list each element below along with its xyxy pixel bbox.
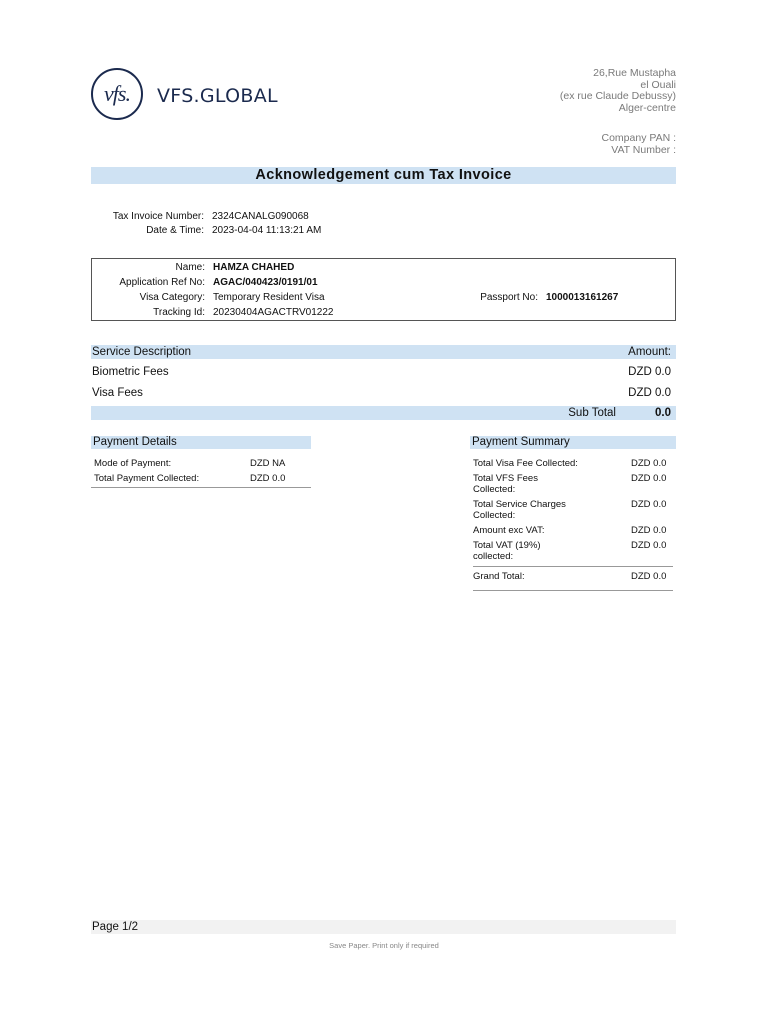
invoice-number-value: 2324CANALG090068 — [212, 211, 309, 222]
service-description-header: Service Description — [92, 346, 192, 358]
subtotal-label: Sub Total — [568, 407, 616, 419]
subtotal-value: 0.0 — [655, 407, 671, 419]
invoice-number-row — [91, 209, 309, 224]
visa-category-value: Temporary Resident Visa — [213, 292, 325, 303]
company-ids — [476, 132, 676, 156]
address-line-1: 26,Rue Mustapha — [593, 67, 676, 79]
summary-total-vat-value: DZD 0.0 — [631, 540, 667, 551]
visa-category-label: Visa Category: — [139, 292, 205, 303]
service-table-header — [91, 345, 676, 359]
passport-value: 1000013161267 — [546, 292, 619, 303]
applicant-name-label: Name: — [175, 262, 205, 273]
applicant-name-row — [91, 260, 294, 275]
summary-amount-exc-vat-label: Amount exc VAT: — [473, 525, 545, 536]
invoice-datetime-row — [91, 223, 321, 238]
payment-details-title: Payment Details — [93, 436, 177, 448]
summary-visa-fee-label: Total Visa Fee Collected: — [473, 458, 578, 469]
summary-divider-top — [473, 566, 673, 567]
address-line-2: el Ouali — [640, 78, 676, 91]
invoice-number-label: Tax Invoice Number: — [112, 211, 204, 222]
address-line-3: (ex rue Claude Debussy) — [559, 90, 676, 102]
payment-mode-label: Mode of Payment: — [94, 458, 172, 469]
company-pan-label: Company PAN : — [601, 132, 676, 144]
subtotal-bar — [91, 406, 676, 420]
document-title: Acknowledgement cum Tax Invoice — [91, 167, 676, 184]
page-number-bar — [91, 920, 676, 934]
service-label: Biometric Fees — [92, 366, 169, 378]
summary-divider-bottom — [473, 590, 673, 591]
summary-total-vat-label: Total VAT (19%) collected: — [473, 540, 541, 562]
page-number: Page 1/2 — [92, 921, 139, 933]
invoice-datetime-value: 2023-04-04 11:13:21 AM — [212, 225, 322, 236]
grand-total-value: DZD 0.0 — [631, 571, 667, 582]
vfs-logo-mark — [91, 68, 143, 120]
payment-details-divider — [91, 487, 311, 488]
summary-vfs-fees-label: Total VFS Fees Collected: — [473, 473, 538, 495]
application-ref-label: Application Ref No: — [119, 277, 205, 288]
application-ref-row — [91, 275, 318, 290]
amount-header: Amount: — [628, 346, 671, 358]
service-row-visa — [91, 383, 676, 403]
vfs-logo-wordmark: VFS.GLOBAL — [157, 85, 278, 107]
payment-details-header — [91, 436, 311, 449]
summary-service-charges-label: Total Service Charges Collected: — [473, 499, 566, 521]
passport-label: Passport No: — [480, 292, 538, 303]
total-payment-label: Total Payment Collected: — [94, 473, 200, 484]
vat-number-label: VAT Number : — [611, 144, 676, 156]
payment-summary-title: Payment Summary — [472, 436, 570, 448]
payment-summary-header — [470, 436, 676, 449]
service-label: Visa Fees — [92, 387, 143, 399]
invoice-datetime-label: Date & Time: — [146, 225, 204, 236]
application-ref-value: AGAC/040423/0191/01 — [213, 277, 318, 288]
visa-category-row — [91, 290, 325, 305]
tracking-id-row — [91, 305, 333, 320]
service-amount: DZD 0.0 — [628, 387, 671, 399]
summary-vfs-fees-value: DZD 0.0 — [631, 473, 667, 484]
summary-amount-exc-vat-value: DZD 0.0 — [631, 525, 667, 536]
logo-mark-text: vfs. — [104, 81, 130, 106]
save-paper-note: Save Paper. Print only if required — [329, 941, 439, 950]
service-row-biometric — [91, 362, 676, 382]
grand-total-label: Grand Total: — [473, 571, 525, 582]
service-amount: DZD 0.0 — [628, 366, 671, 378]
tracking-id-value: 20230404AGACTRV01222 — [213, 307, 334, 318]
tracking-id-label: Tracking Id: — [153, 307, 205, 318]
summary-service-charges-value: DZD 0.0 — [631, 499, 667, 510]
office-address — [476, 68, 676, 114]
applicant-name-value: HAMZA CHAHED — [213, 262, 295, 273]
summary-visa-fee-value: DZD 0.0 — [631, 458, 667, 469]
payment-mode-value: DZD NA — [250, 458, 286, 469]
total-payment-value: DZD 0.0 — [250, 473, 286, 484]
passport-row — [440, 290, 618, 305]
address-line-4: Alger-centre — [618, 101, 676, 114]
